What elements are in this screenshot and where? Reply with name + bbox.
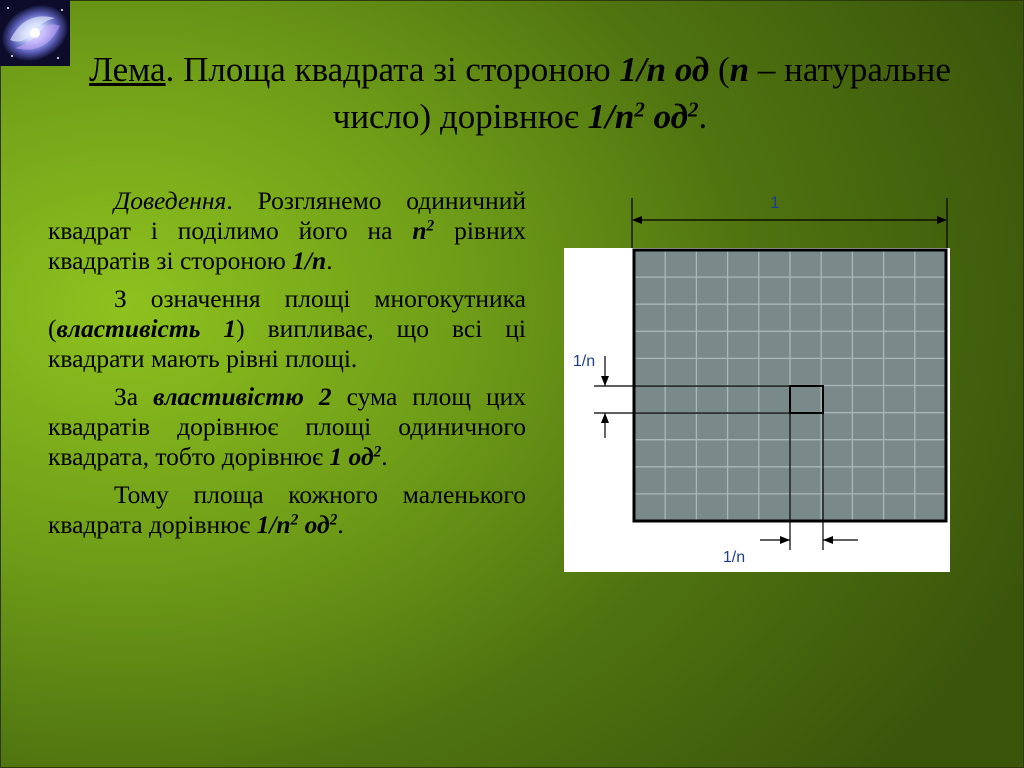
unit-square-diagram [564,186,950,572]
paragraph-1 [48,186,526,276]
n-variable [412,216,434,245]
top-dim-label: 1 [770,193,780,212]
property-ref: властивістю 2 [153,382,332,411]
title-area-base: 1/n [587,97,635,136]
paragraph-text: Розглянемо одиничний квадрат і поділимо його на [48,186,526,245]
area-base: 1/n [256,510,291,539]
title-n: n [729,50,750,89]
area-value-text: 1 од [329,442,374,471]
n-sup: 2 [426,217,435,235]
paragraph-3 [48,382,526,472]
area-unit: од [298,510,330,539]
area-value [329,442,381,471]
title-area-unit-sup: 2 [688,97,699,122]
title-text: . Площа квадрата зі стороною [165,50,620,89]
paragraph-end: . [381,442,388,471]
title-side: 1/n од [619,50,710,89]
n-value: n [412,216,427,245]
side-value: 1/n [292,246,327,275]
paragraph-text: За [114,382,154,411]
area-unit-sup: 2 [329,511,338,529]
area-base-sup: 2 [290,511,299,529]
diagram-header-space [632,186,950,248]
proof-text [48,186,526,548]
proof-word: Доведення [114,186,227,215]
paragraph-end: . [326,246,333,275]
paragraph-text: Тому площа кожного маленького квадрата дорівнює [48,480,526,539]
lemma-word: Лема [89,50,166,89]
proof-dot: . [226,186,233,215]
paragraph-text: З означення площі многокутника ( [48,284,526,343]
paragraph-4 [48,480,526,540]
title-area [588,97,699,136]
paragraph-text: рівних квадратів зі стороною [48,216,527,275]
small-square-area [257,510,338,539]
title-text: – натуральне число) дорівнює [332,50,951,136]
title-area-sup: 2 [634,97,645,122]
area-value-sup: 2 [373,443,382,461]
diagram-svg [564,186,950,572]
left-dim-label: 1/n [572,353,596,370]
title-end: . [698,97,708,136]
top-dim-arrow-left [632,216,642,224]
title-text: ( [709,50,730,89]
slide-title [60,46,980,140]
property-ref: властивість 1 [56,314,237,343]
paragraph-2 [48,284,526,374]
bottom-dim-label: 1/n [722,549,746,566]
top-dim-arrow-right [937,216,947,224]
paragraph-end: . [337,510,344,539]
paragraph-text: ) випливає, що всі ці квадрати мають рівні площі. [48,314,526,373]
paragraph-text: сума площ цих квадратів дорівнює площі одиничного квадрата, тобто дорівнює [48,382,527,471]
title-area-unit: од [644,97,689,136]
